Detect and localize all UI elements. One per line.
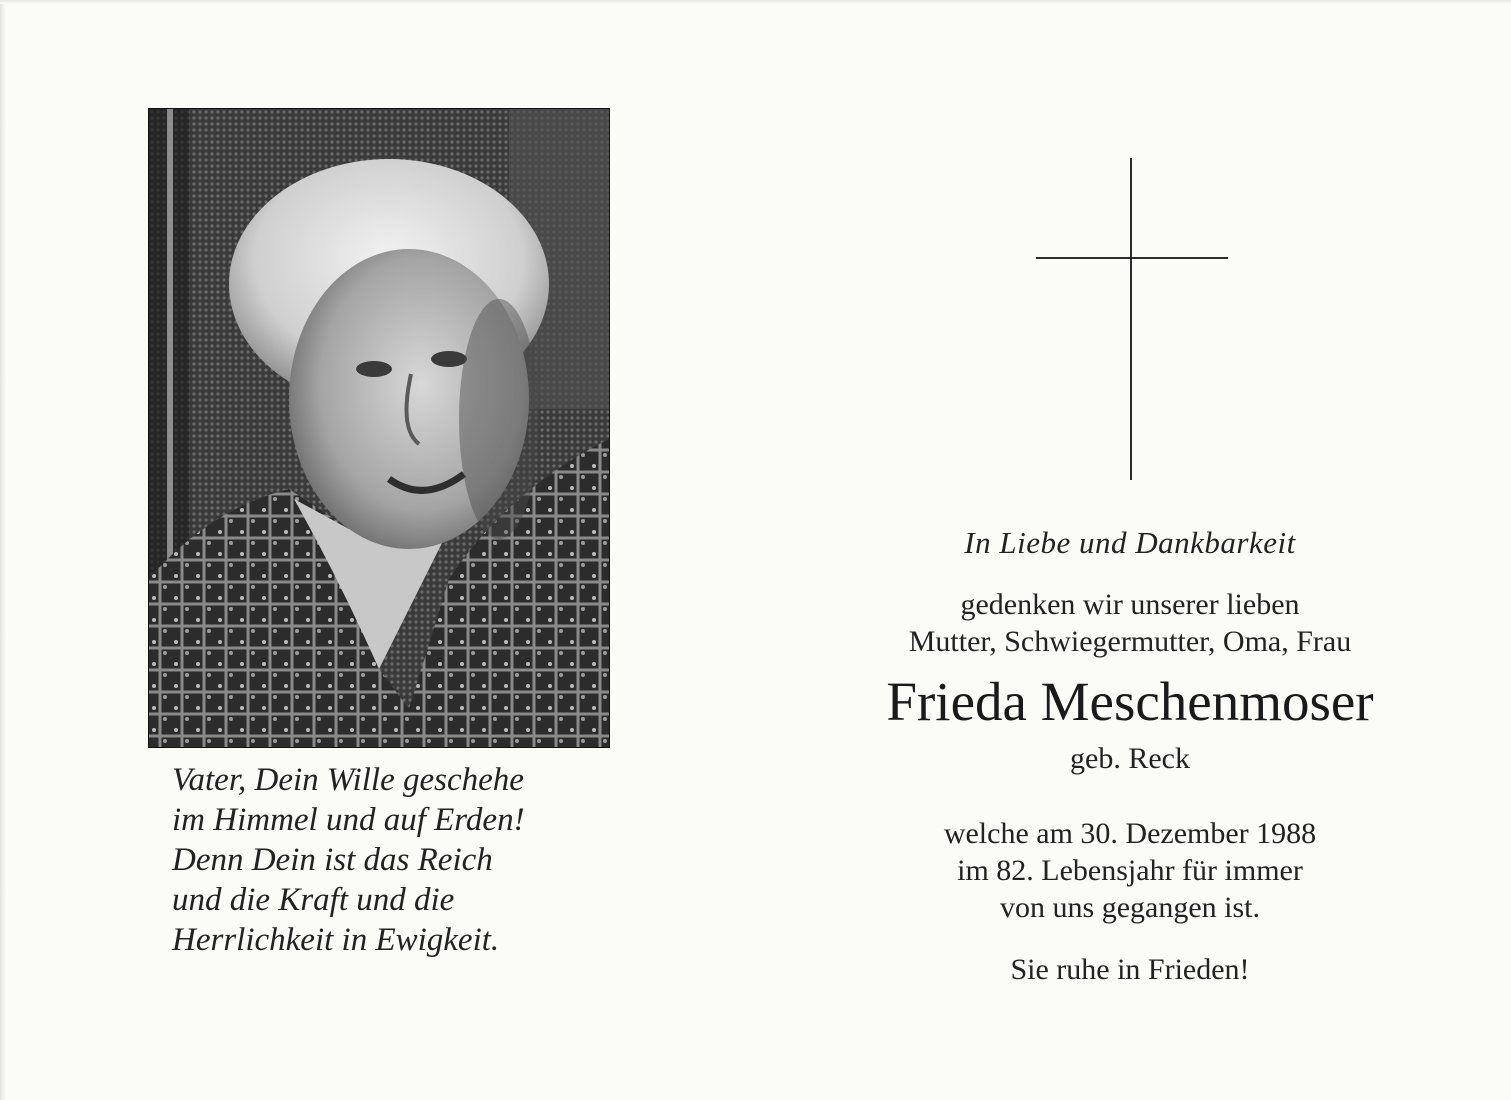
intro-line: gedenken wir unserer lieben: [960, 588, 1300, 621]
closing-blessing: Sie ruhe in Frieden!: [1010, 953, 1250, 986]
maiden-name: geb. Reck: [1070, 742, 1190, 775]
death-notice-line: welche am 30. Dezember 1988: [943, 817, 1317, 850]
prayer-text: [172, 760, 592, 960]
card-edge-left: [0, 0, 6, 1100]
intro-text: [850, 586, 1410, 660]
portrait-photo-image: [149, 109, 609, 747]
cross-vertical-bar: [1130, 158, 1132, 480]
death-notice-line: von uns gegangen ist.: [1000, 891, 1260, 924]
prayer-line: Herrlichkeit in Ewigkeit.: [172, 922, 500, 958]
deceased-name: Frieda Meschenmoser: [886, 671, 1374, 732]
portrait-photo: [148, 108, 610, 748]
prayer-line: Vater, Dein Wille geschehe: [172, 762, 524, 798]
prayer-line: Denn Dein ist das Reich: [172, 842, 493, 878]
prayer-line: und die Kraft und die: [172, 882, 455, 918]
dedication-line: In Liebe und Dankbarkeit: [964, 525, 1296, 560]
intro-line: Mutter, Schwiegermutter, Oma, Frau: [908, 625, 1352, 658]
prayer-line: im Himmel und auf Erden!: [172, 802, 525, 838]
cross-horizontal-bar: [1036, 257, 1228, 259]
death-notice-line: im 82. Lebensjahr für immer: [957, 854, 1303, 887]
card-edge-top: [0, 0, 1511, 4]
death-notice: [850, 815, 1410, 926]
